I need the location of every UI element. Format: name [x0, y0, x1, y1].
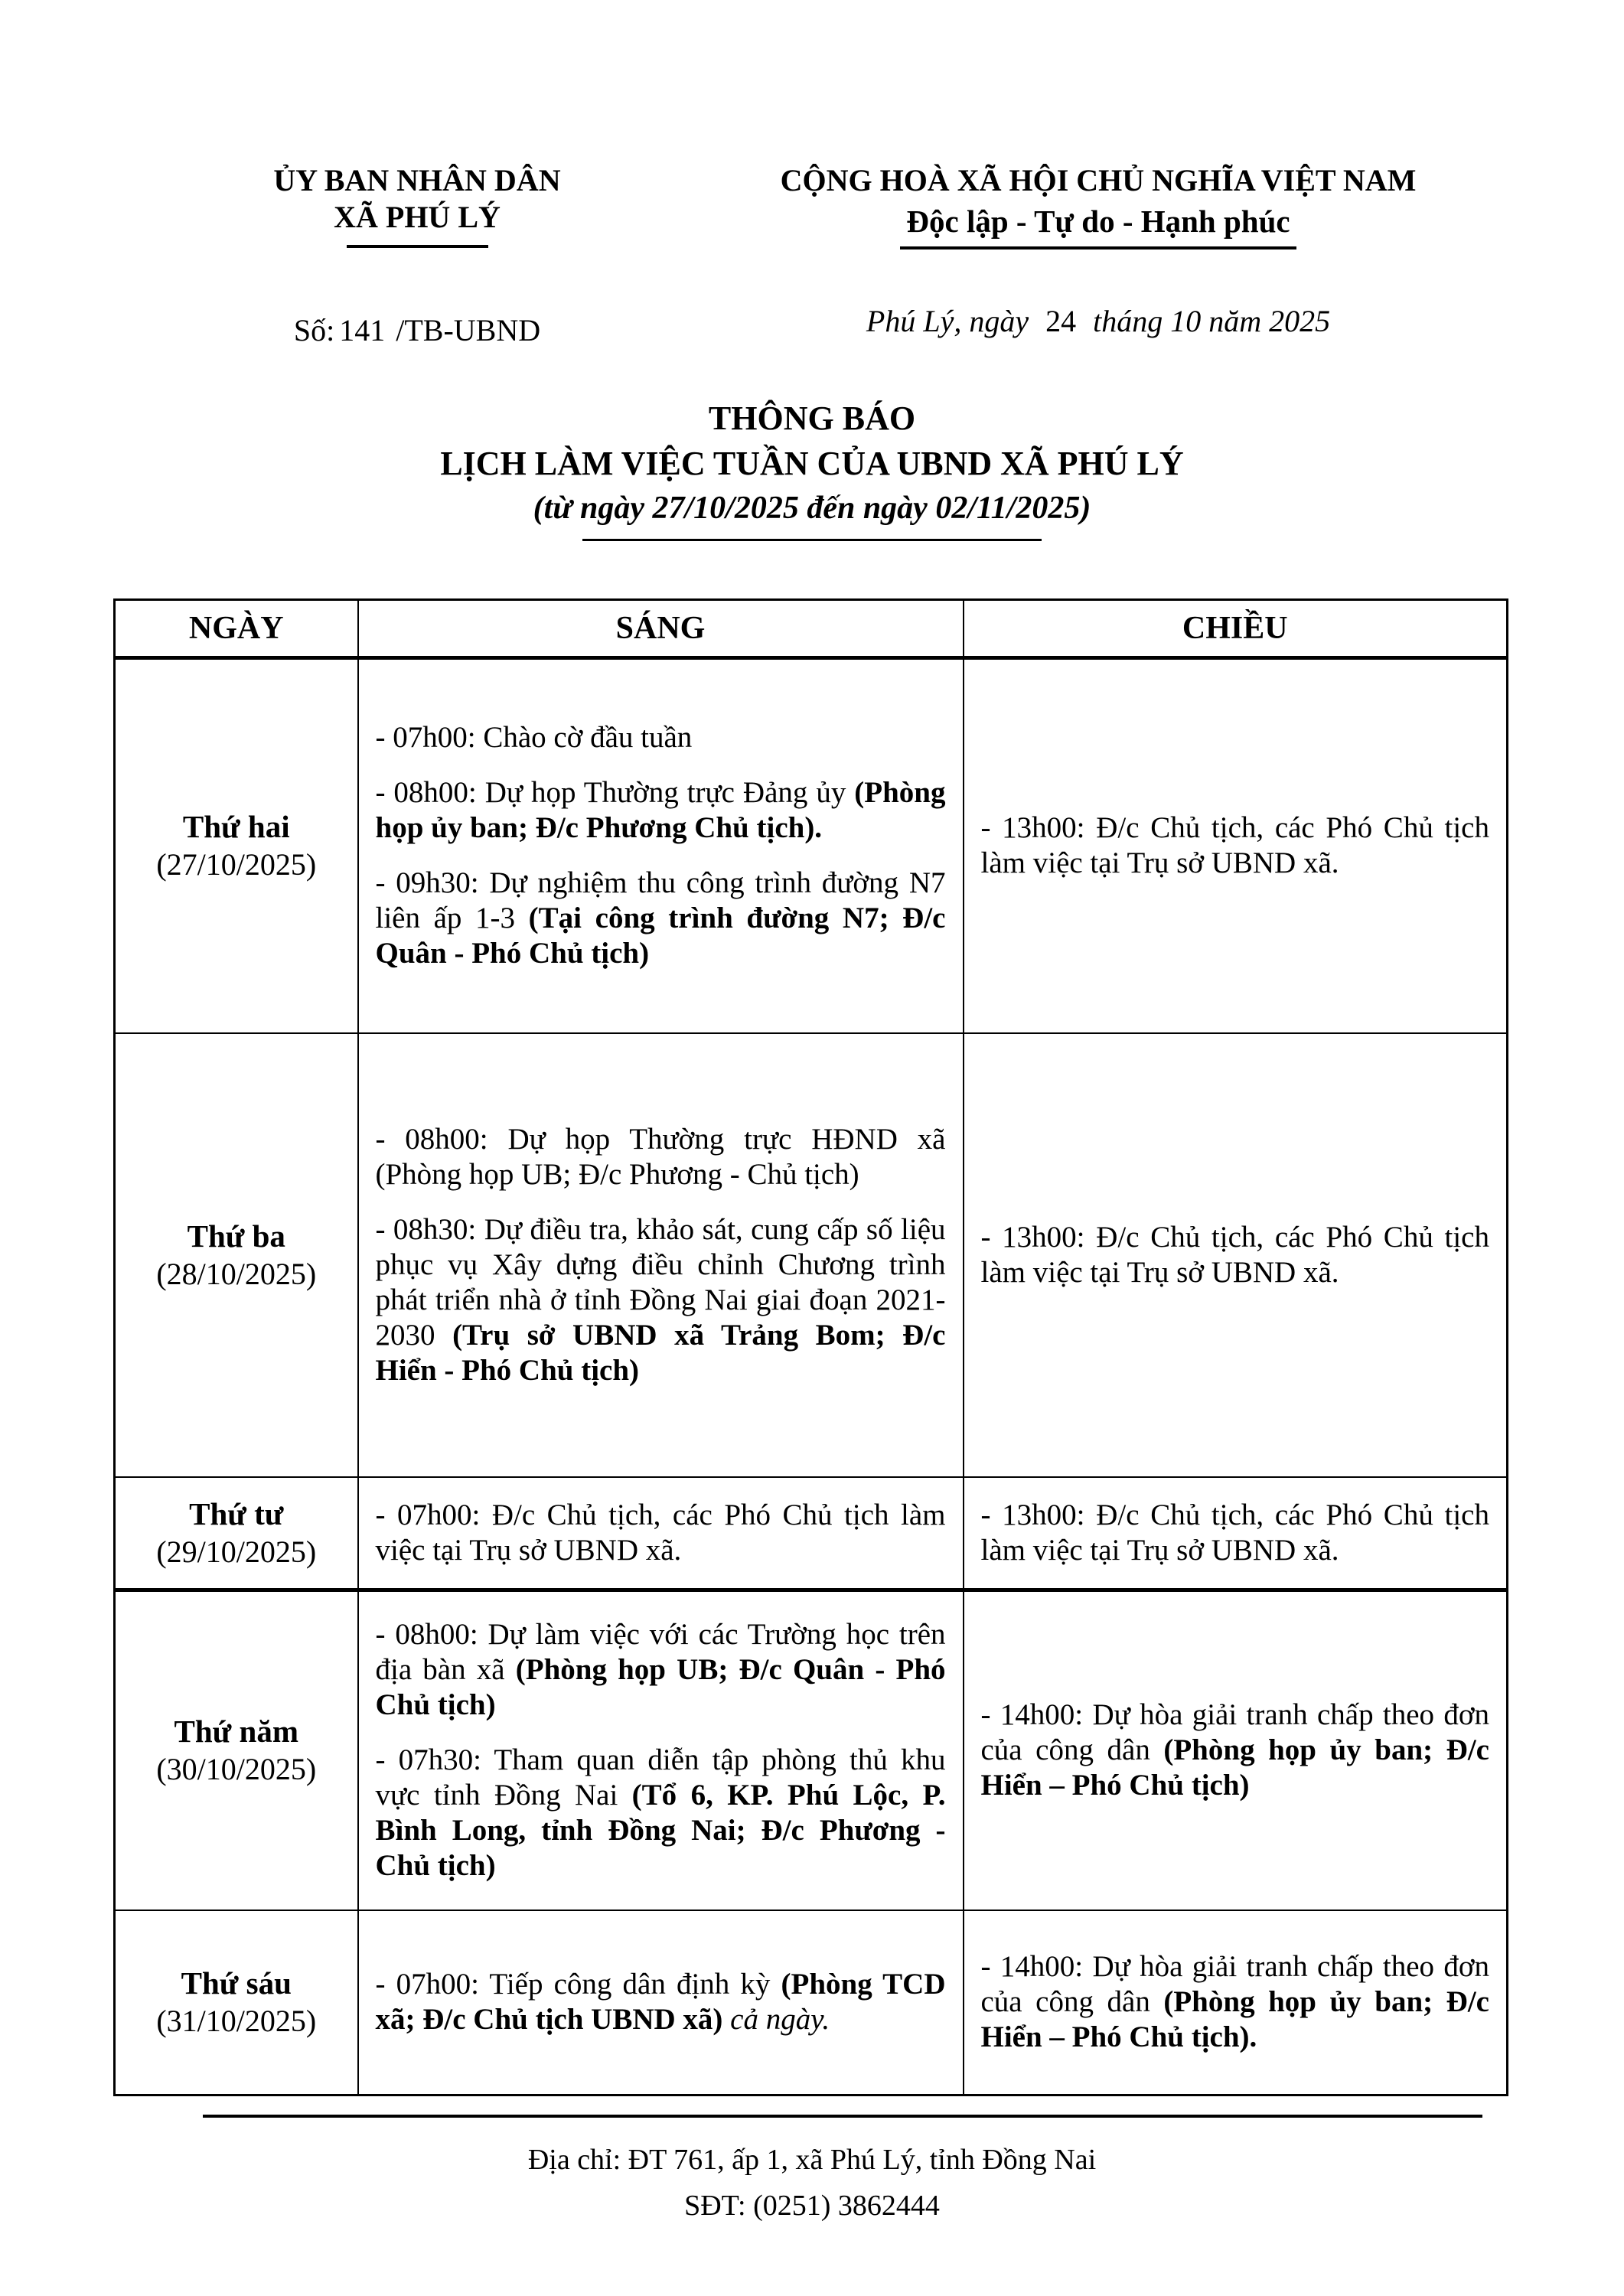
schedule-entry-text: - 13h00: Đ/c Chủ tịch, các Phó Chủ tịch làm việc tại Trụ sở UBND xã.	[980, 811, 1489, 880]
morning-cell	[358, 658, 964, 1033]
doc-number-line	[191, 312, 643, 348]
doc-date-range: (từ ngày 27/10/2025 đến ngày 02/11/2025)	[533, 491, 1091, 526]
day-cell	[115, 1033, 358, 1477]
day-date: (28/10/2025)	[156, 1256, 317, 1291]
day-label: Thứ sáu	[181, 1965, 292, 2001]
org-parent-name: ỦY BAN NHÂN DÂN	[273, 163, 561, 197]
dateline-suffix: tháng 10 năm 2025	[1093, 304, 1331, 338]
schedule-entry	[981, 810, 1490, 881]
schedule-entry-text: - 07h00: Tiếp công dân định kỳ	[375, 1968, 781, 2001]
schedule-entry	[376, 866, 946, 971]
schedule-entry-text: - 07h30: Tham quan diễn tập phòng thủ khu vực tỉnh Đồng Nai	[375, 1743, 946, 1812]
schedule-entry-text: (Phòng họp ủy ban; Đ/c Phương Chủ tịch).	[375, 776, 946, 845]
day-label: Thứ hai	[182, 809, 290, 845]
day-cell	[115, 1910, 358, 2095]
schedule-table	[113, 598, 1508, 2096]
dateline-prefix: Phú Lý, ngày	[866, 304, 1029, 338]
schedule-entry-text: - 08h00: Dự làm việc với các Trường học trên địa bàn xã	[375, 1618, 946, 1687]
schedule-entry-text: cả ngày.	[722, 2003, 830, 2037]
schedule-entry	[376, 1967, 946, 2037]
title-underline	[582, 539, 1042, 541]
schedule-entry	[376, 1212, 946, 1388]
schedule-entry-text: - 14h00: Dự hòa giải tranh chấp theo đơn của công dân	[980, 1950, 1489, 2019]
schedule-entry-text: (Phòng TCD xã; Đ/c Chủ tịch UBND xã)	[375, 1968, 946, 2037]
day-label: Thứ ba	[187, 1218, 285, 1254]
schedule-entry	[376, 775, 946, 846]
title-block	[0, 396, 1624, 541]
schedule-entry-text: (Tổ 6, KP. Phú Lộc, P. Bình Long, tỉnh Đồng Nai; Đ/c Phương - Chủ tịch)	[375, 1779, 946, 1883]
footer-divider	[203, 2115, 1482, 2118]
schedule-entry-text: - 13h00: Đ/c Chủ tịch, các Phó Chủ tịch làm việc tại Trụ sở UBND xã.	[980, 1220, 1489, 1289]
table-row	[115, 1033, 1508, 1477]
afternoon-cell	[964, 658, 1508, 1033]
schedule-entry-text: - 13h00: Đ/c Chủ tịch, các Phó Chủ tịch làm việc tại Trụ sở UBND xã.	[980, 1498, 1489, 1567]
org-name-underline	[347, 245, 488, 248]
column-header-afternoon: CHIỀU	[964, 600, 1508, 658]
doc-number-label: Số:	[293, 313, 335, 347]
table-row	[115, 1590, 1508, 1910]
table-header-row	[115, 600, 1508, 658]
schedule-entry-text: (Phòng họp UB; Đ/c Quân - Phó Chủ tịch)	[375, 1653, 946, 1722]
table-row	[115, 658, 1508, 1033]
schedule-entry-text: (Phòng họp ủy ban; Đ/c Hiển – Phó Chủ tịch).	[980, 1985, 1489, 2054]
schedule-entry-text: (Phòng họp ủy ban; Đ/c Hiển – Phó Chủ tịch)	[980, 1733, 1489, 1802]
national-title: CỘNG HOÀ XÃ HỘI CHỦ NGHĨA VIỆT NAM	[780, 163, 1417, 197]
national-header-block	[666, 162, 1531, 339]
schedule-entry	[981, 1498, 1490, 1568]
schedule-entry	[376, 1617, 946, 1723]
day-date: (31/10/2025)	[156, 2004, 317, 2039]
schedule-entry	[981, 1220, 1490, 1290]
afternoon-cell	[964, 1910, 1508, 2095]
day-cell	[115, 658, 358, 1033]
footer-block	[0, 2137, 1624, 2229]
schedule-entry-text: - 07h00: Chào cờ đầu tuần	[375, 721, 693, 755]
place-date-line	[666, 303, 1531, 339]
schedule-entry	[981, 1949, 1490, 2055]
doc-subject-title: LỊCH LÀM VIỆC TUẦN CỦA UBND XÃ PHÚ LÝ	[440, 445, 1184, 482]
day-date: (27/10/2025)	[156, 847, 317, 882]
table-row	[115, 1910, 1508, 2095]
schedule-entry	[376, 720, 946, 755]
day-label: Thứ tư	[189, 1495, 284, 1531]
dateline-day: 24	[1045, 304, 1077, 338]
schedule-entry	[376, 1743, 946, 1883]
doc-number-suffix: /TB-UBND	[396, 313, 541, 347]
morning-cell	[358, 1590, 964, 1910]
org-name: XÃ PHÚ LÝ	[334, 200, 501, 234]
national-motto: Độc lập - Tự do - Hạnh phúc	[666, 202, 1531, 249]
morning-cell	[358, 1910, 964, 2095]
doc-number-value: 141	[339, 313, 386, 347]
day-label: Thứ năm	[174, 1714, 298, 1750]
schedule-entry-text: - 08h00: Dự họp Thường trực Đảng ủy	[375, 776, 855, 810]
day-cell	[115, 1590, 358, 1910]
day-date: (29/10/2025)	[156, 1534, 317, 1569]
schedule-entry-text: (Trụ sở UBND xã Trảng Bom; Đ/c Hiển - Phó Chủ tịch)	[375, 1318, 946, 1387]
schedule-entry-text: - 08h00: Dự họp Thường trực HĐND xã (Phòng họp UB; Đ/c Phương - Chủ tịch)	[375, 1122, 946, 1191]
footer-address: Địa chỉ: ĐT 761, ấp 1, xã Phú Lý, tỉnh Đồng Nai	[527, 2144, 1097, 2176]
table-row	[115, 1477, 1508, 1590]
morning-cell	[358, 1033, 964, 1477]
day-cell	[115, 1477, 358, 1590]
schedule-entry	[981, 1698, 1490, 1803]
schedule-entry	[376, 1498, 946, 1568]
footer-phone: SĐT: (0251) 3862444	[684, 2190, 940, 2222]
schedule-entry-text: - 14h00: Dự hòa giải tranh chấp theo đơn của công dân	[980, 1698, 1489, 1767]
schedule-entry	[376, 1122, 946, 1192]
afternoon-cell	[964, 1590, 1508, 1910]
issuing-org-block	[191, 162, 643, 348]
doc-type-title: THÔNG BÁO	[708, 400, 916, 437]
afternoon-cell	[964, 1477, 1508, 1590]
morning-cell	[358, 1477, 964, 1590]
afternoon-cell	[964, 1033, 1508, 1477]
schedule-entry-text: - 07h00: Đ/c Chủ tịch, các Phó Chủ tịch làm việc tại Trụ sở UBND xã.	[375, 1498, 946, 1567]
column-header-morning: SÁNG	[358, 600, 964, 658]
schedule-entry-text: (Tại công trình đường N7; Đ/c Quân - Phó Chủ tịch)	[375, 902, 946, 970]
column-header-day: NGÀY	[115, 600, 358, 658]
schedule-entry-text: - 08h30: Dự điều tra, khảo sát, cung cấp số liệu phục vụ Xây dựng điều chỉnh Chương trình phát triển nhà ở tỉnh Đồng Nai giai đoạn 2021-2030	[375, 1212, 946, 1352]
schedule-entry-text: - 09h30: Dự nghiệm thu công trình đường N7 liên ấp 1-3	[375, 866, 946, 935]
day-date: (30/10/2025)	[156, 1752, 317, 1787]
schedule-body	[115, 658, 1508, 2095]
